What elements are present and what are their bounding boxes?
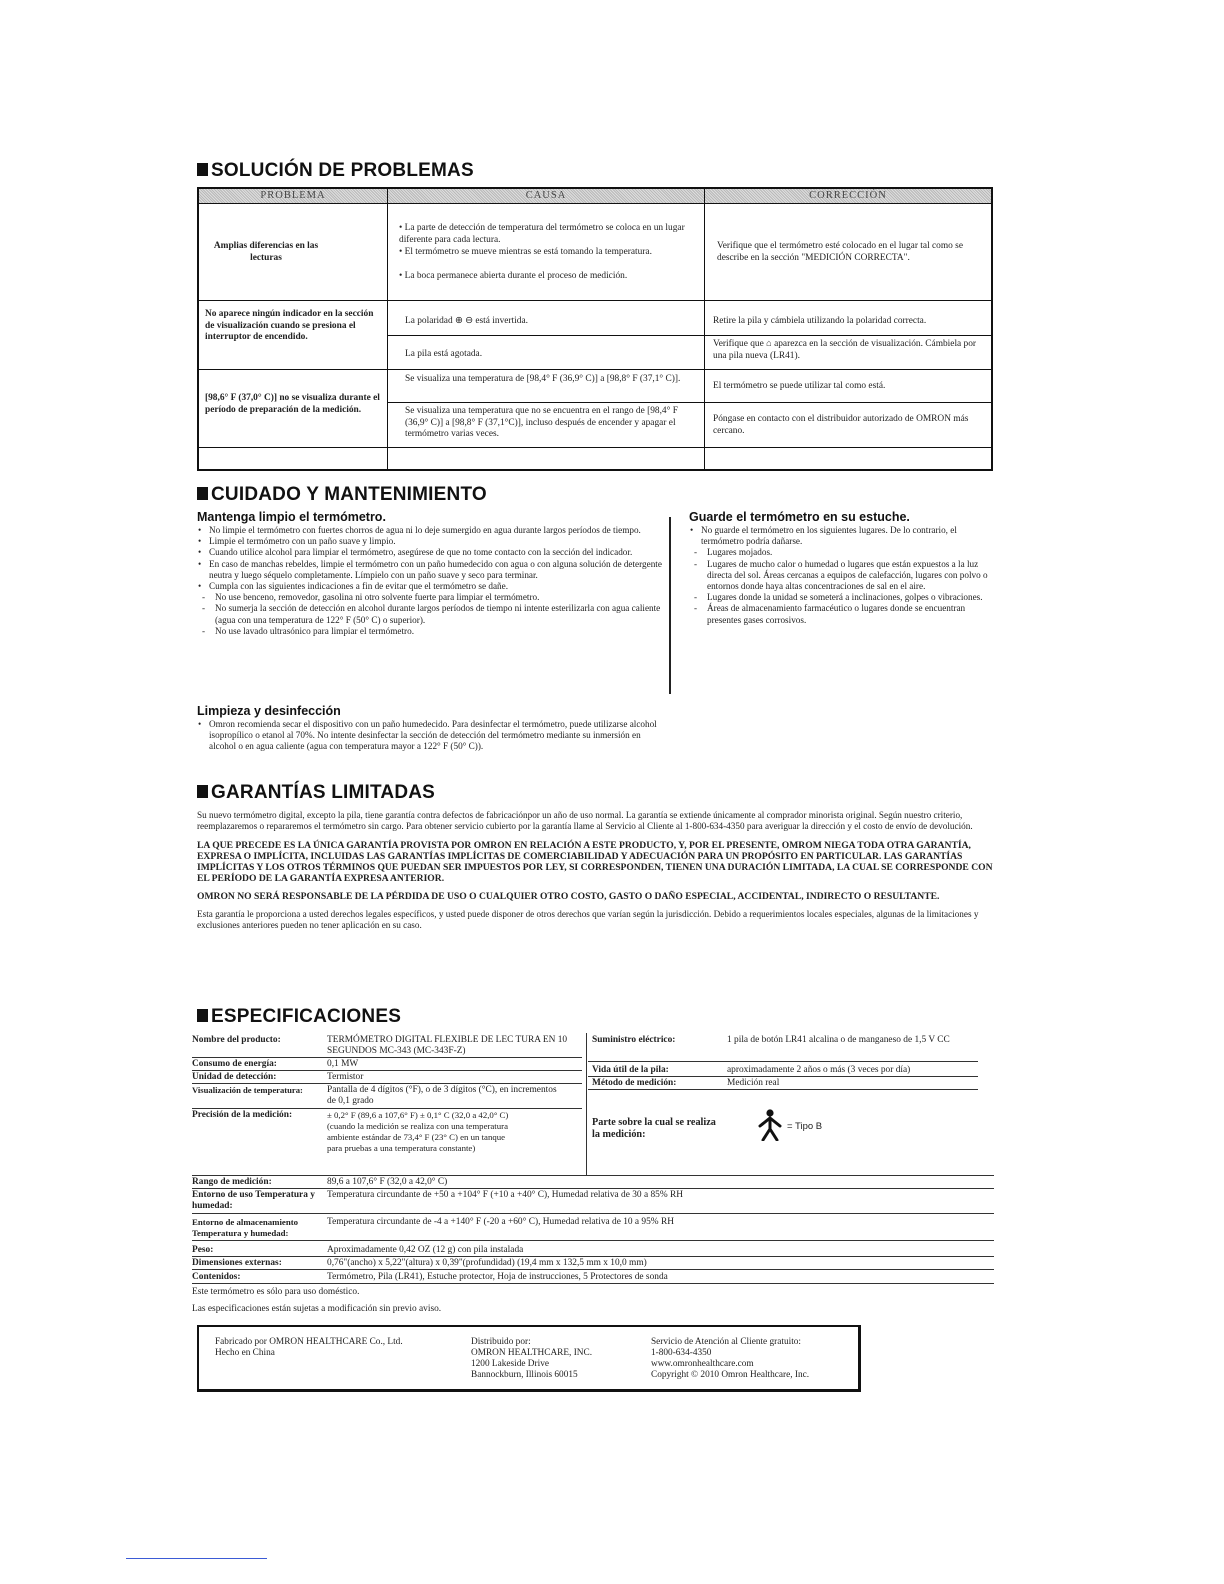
spec-dims-label: Dimensiones externas: [192, 1258, 282, 1268]
spec-env-label: Entorno de uso Temperatura y humedad: [192, 1190, 315, 1211]
spec-applied-label: Parte sobre la cual se realiza la medición: [592, 1117, 716, 1140]
specs-title: ESPECIFICACIONES [197, 1006, 401, 1028]
correction-1: Verifique que el termómetro esté colocado en el lugar tal como se describe en la sección "MEDICIÓN CORRECTA". [717, 241, 963, 263]
footer-distributor [471, 1337, 592, 1381]
cause-1-3: • La boca permanece abierta durante el proceso de medición. [399, 271, 628, 281]
spec-precision-label: Precisión de la medición: [192, 1110, 293, 1120]
warranty-title: GARANTÍAS LIMITADAS [197, 782, 435, 804]
spec-method-label: Método de medición: [592, 1078, 677, 1088]
footer-copyright: Copyright © 2010 Omron Healthcare, Inc. [651, 1370, 810, 1380]
spec-weight-label: Peso: [192, 1245, 214, 1255]
warranty-p1: Su nuevo termómetro digital, excepto la pila, tiene garantía contra defectos de fabricaciónpor un año de uso normal. La garantía se extiende únicamente al comprador minorista original. Según nuestro criterio, reemplazaremos o repararemos el termómetro sin cargo. Para obtener servicio cubierto por la garantía llame al Servicio al Cliente al 1-800-634-4350 para averiguar la dirección y el costo de envío de devolución. [197, 810, 973, 832]
spec-contents-label: Contenidos: [192, 1272, 241, 1282]
warranty-p3: OMRON NO SERÁ RESPONSABLE DE LA PÉRDIDA DE USO O CUALQUIER OTRO COSTO, GASTO O DAÑO ESPECIAL, ACCIDENTAL, INDIRECTO O RESULTANTE. [197, 890, 940, 902]
footer-distributor-city: Bannockburn, Illinois 60015 [471, 1370, 578, 1380]
problem-1: Amplias diferencias en las lecturas [213, 241, 319, 263]
troubleshooting-table [197, 187, 993, 471]
spec-life-label: Vida útil de la pila: [592, 1065, 669, 1075]
spec-supply-value: 1 pila de botón LR41 alcalina o de manganeso de 1,5 V CC [727, 1035, 950, 1045]
care-clean-item-2: • Limpie el termómetro con un paño suave y limpio. [197, 536, 665, 547]
care-store-section [689, 510, 989, 626]
problem-2: No aparece ningún indicador en la sección de visualización cuando se presiona el interruptor de encendido. [205, 309, 374, 342]
spec-detect-label: Unidad de detección: [192, 1072, 277, 1082]
care-disinfect-heading: Limpieza y desinfección [197, 704, 341, 718]
footer-distributed-by: Distribuido por: [471, 1337, 531, 1347]
spec-life-value: aproximadamente 2 años o más (3 veces por día) [727, 1065, 911, 1075]
spec-storage-label: Entorno de almacenamiento Temperatura y humedad: [192, 1217, 299, 1238]
cause-2-2: La pila está agotada. [405, 349, 483, 359]
spec-detect-value: Termistor [327, 1072, 364, 1082]
footer-phone: 1-800-634-4350 [651, 1348, 712, 1358]
correction-2-2: Verifique que ⌂ aparezca en la sección de visualización. Cámbiela por una pila nueva (LR41). [713, 339, 977, 361]
header-correction: CORRECCIÓN [705, 189, 991, 204]
spec-supply-label: Suministro eléctrico: [592, 1035, 676, 1045]
problem-3: [98,6° F (37,0° C)] no se visualiza durante el período de preparación de la medición. [205, 393, 380, 415]
care-clean-subitem-1: - No use benceno, removedor, gasolina ni otro solvente fuerte para limpiar el termómetro. [197, 592, 665, 603]
care-store-subitem-2: - Lugares de mucho calor o humedad o lugares que están expuestos a la luz directa del sol. Áreas cercanas a equipos de calefacción, lugares con polvo o entornos donde haya altas concentraciones de sal en el aire. [689, 559, 989, 593]
care-title: CUIDADO Y MANTENIMIENTO [197, 484, 487, 506]
cause-3-1: Se visualiza una temperatura de [98,4° F (36,9° C)] a [98,8° F (37,1° C)]. [405, 374, 681, 384]
correction-3-2: Póngase en contacto con el distribuidor autorizado de OMRON más cercano. [713, 414, 969, 436]
care-store-subitem-3: - Lugares donde la unidad se someterá a inclinaciones, golpes o vibraciones. [689, 592, 989, 603]
spec-precision-value: ± 0,2° F (89,6 a 107,6° F) ± 0,1° C (32,0 a 42,0° C) (cuando la medición se realiza con una temperatura ambiente estándar de 73,4° F (23° C) en un tanque para pruebas a una temperatura constante) [327, 1110, 509, 1153]
spec-dims-value: 0,76"(ancho) x 5,22"(altura) x 0,39"(profundidad) (19,4 mm x 132,5 mm x 10,0 mm) [327, 1258, 647, 1268]
spec-note-2: Las especificaciones están sujetas a modificación sin previo aviso. [192, 1304, 442, 1314]
cause-2-1: La polaridad ⊕ ⊖ está invertida. [405, 316, 528, 326]
care-store-subitem-1: - Lugares mojados. [689, 547, 989, 558]
spec-note-1: Este termómetro es sólo para uso doméstico. [192, 1287, 360, 1297]
column-divider [669, 517, 671, 694]
warranty-p4: Esta garantía le proporciona a usted derechos legales específicos, y usted puede disponer de otros derechos que varían según la jurisdicción. Debido a requerimientos locales especiales, algunas de la limitaciones y exclusiones anteriores pueden no tener aplicación en su caso. [197, 909, 979, 931]
footnote-rule [126, 1558, 267, 1559]
footer-made-in: Hecho en China [215, 1348, 275, 1358]
footer-distributor-name: OMRON HEALTHCARE, INC. [471, 1348, 593, 1358]
spec-product-value: TERMÓMETRO DIGITAL FLEXIBLE DE LEC TURA EN 10 SEGUNDOS MC-343 (MC-343F-Z) [327, 1035, 568, 1056]
footer-manufacturer [215, 1337, 403, 1359]
care-store-item-1: • No guarde el termómetro en los siguientes lugares. De lo contrario, el termómetro podría dañarse. [689, 525, 989, 547]
spec-power-value: 0,1 MW [327, 1059, 359, 1069]
spec-applied-value: = Tipo B [787, 1121, 823, 1132]
care-clean-section [197, 510, 665, 637]
spec-storage-value: Temperatura circundante de -4 a +140° F (-20 a +60° C), Humedad relativa de 10 a 95% RH [327, 1217, 674, 1227]
footer-service [651, 1337, 809, 1381]
spec-env-value: Temperatura circundante de +50 a +104° F (+10 a +40° C), Humedad relativa de 30 a 85% RH [327, 1190, 684, 1200]
warranty-p2: LA QUE PRECEDE ES LA ÚNICA GARANTÍA PROVISTA POR OMRON EN RELACIÓN A ESTE PRODUCTO, Y, POR EL PRESENTE, OMROM NIEGA TODA OTRA GARANTÍA, EXPRESA O IMPLÍCITA, INCLUIDAS LAS GARANTÍAS IMPLÍCITAS DE COMERCIABILIDAD Y ADECUACIÓN PARA UN PROPÓSITO EN PARTICULAR. LAS GARANTÍAS IMPLÍCITAS Y LOS OTROS TÉRMINOS QUE PUEDAN SER IMPUESTOS POR LEY, SI CORRESPONDEN, TIENEN UNA DURACIÓN LIMITADA, LA CUAL SE CORRESPONDE CON EL PERÍODO DE LA GARANTÍA EXPRESA ANTERIOR. [197, 839, 993, 885]
correction-2-1: Retire la pila y cámbiela utilizando la polaridad correcta. [713, 316, 927, 326]
type-b-person-icon [758, 1109, 782, 1141]
header-cause: CAUSA [388, 189, 704, 204]
spec-method-value: Medición real [727, 1078, 780, 1088]
cause-1-1: • La parte de detección de temperatura del termómetro se coloca en un lugar diferente para cada lectura. [399, 223, 685, 245]
footer-website: www.omronhealthcare.com [651, 1359, 754, 1369]
troubleshooting-title: SOLUCIÓN DE PROBLEMAS [197, 160, 474, 182]
spec-contents-value: Termómetro, Pila (LR41), Estuche protector, Hoja de instrucciones, 5 Protectores de sonda [327, 1272, 668, 1282]
spec-power-label: Consumo de energía: [192, 1059, 277, 1069]
manufacturer-info-box [197, 1325, 861, 1392]
care-clean-item-3: • Cuando utilice alcohol para limpiar el termómetro, asegúrese de que no tome contacto con la sección del indicador. [197, 547, 665, 558]
care-clean-subitem-3: - No use lavado ultrasónico para limpiar el termómetro. [197, 626, 665, 637]
care-store-heading: Guarde el termómetro en su estuche. [689, 510, 910, 524]
footer-distributor-street: 1200 Lakeside Drive [471, 1359, 549, 1369]
footer-made-by: Fabricado por OMRON HEALTHCARE Co., Ltd. [215, 1337, 403, 1347]
care-disinfect-item-1: • Omron recomienda secar el dispositivo con un paño humedecido. Para desinfectar el termómetro, puede utilizarse alcohol isopropílico o etanol al 70%. No intente desinfectar la sección de detección del termómetro mediante su inmersión en alcohol o en agua caliente (agua con temperatura mayor a 122° F (50° C)). [197, 719, 665, 753]
spec-product-label: Nombre del producto: [192, 1035, 281, 1045]
care-store-subitem-4: - Áreas de almacenamiento farmacéutico o lugares donde se encuentran presentes gases corrosivos. [689, 603, 989, 625]
spec-display-label: Visualización de temperatura: [192, 1085, 303, 1095]
cause-1-2: • El termómetro se mueve mientras se está tomando la temperatura. [399, 247, 652, 257]
specs-table [192, 1031, 994, 1321]
spec-display-value: Pantalla de 4 dígitos (°F), o de 3 dígitos (°C), en incrementos de 0,1 grado [327, 1085, 557, 1106]
care-clean-subitem-2: - No sumerja la sección de detección en alcohol durante largos períodos de tiempo ni intente esterilizarla con agua caliente (agua con una temperatura de 122° F (50° C) o superior). [197, 603, 665, 625]
spec-range-value: 89,6 a 107,6° F (32,0 a 42,0° C) [327, 1177, 448, 1187]
warranty-body [197, 810, 994, 932]
spec-weight-value: Aproximadamente 0,42 OZ (12 g) con pila instalada [327, 1245, 524, 1255]
correction-3-1: El termómetro se puede utilizar tal como está. [713, 381, 886, 391]
care-clean-item-4: • En caso de manchas rebeldes, limpie el termómetro con un paño humedecido con agua o con alguna solución de detergente neutra y luego séquelo completamente. Límpielo con un paño suave y seco para terminar. [197, 559, 665, 581]
care-clean-item-5: • Cumpla con las siguientes indicaciones a fin de evitar que el termómetro se dañe. [197, 581, 665, 592]
cause-3-2: Se visualiza una temperatura que no se encuentra en el rango de [98,4° F (36,9° C)] a [98,8° F (37,1°C)], incluso después de encender y apagar el termómetro varias veces. [405, 406, 678, 439]
header-problem: PROBLEMA [199, 189, 387, 204]
care-disinfect-section [197, 704, 665, 753]
footer-service-label: Servicio de Atención al Cliente gratuito: [651, 1337, 802, 1347]
care-clean-item-1: • No limpie el termómetro con fuertes chorros de agua ni lo deje sumergido en agua durante largos períodos de tiempo. [197, 525, 665, 536]
spec-range-label: Rango de medición: [192, 1177, 272, 1187]
care-clean-heading: Mantenga limpio el termómetro. [197, 510, 386, 524]
